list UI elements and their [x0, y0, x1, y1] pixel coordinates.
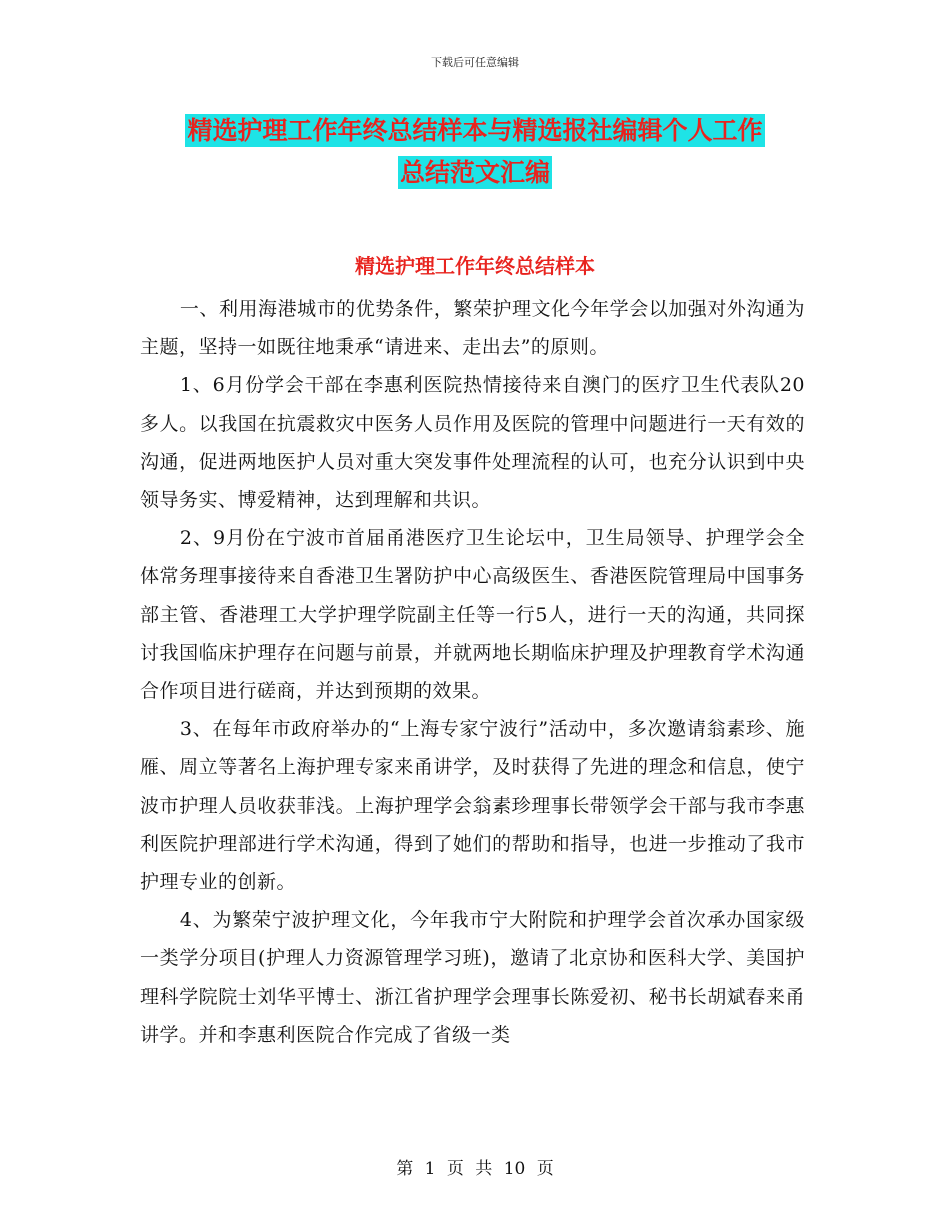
- paragraph-5: 4、为繁荣宁波护理文化，今年我市宁大附院和护理学会首次承办国家级一类学分项目(护理人力资源管理学习班)，邀请了北京协和医科大学、美国护理科学院院士刘华平博士、浙江省护理学会理事长陈爱初、秘书长胡斌春来甬讲学。并和李惠利医院合作完成了省级一类: [140, 909, 805, 1046]
- document-title-line-2: 总结范文汇编: [399, 158, 550, 187]
- paragraph-1: 一、利用海港城市的优势条件，繁荣护理文化今年学会以加强对外沟通为主题，坚持一如既往地秉承“请进来、走出去”的原则。: [140, 298, 805, 359]
- section-title: 精选护理工作年终总结样本: [355, 254, 595, 278]
- header-note: 下载后可任意编辑: [431, 56, 519, 69]
- page-number-footer: 第 1 页 共 10 页: [396, 1159, 554, 1179]
- paragraph-4: 3、在每年市政府举办的“上海专家宁波行”活动中，多次邀请翁素珍、施雁、周立等著名上海护理专家来甬讲学，及时获得了先进的理念和信息，使宁波市护理人员收获菲浅。上海护理学会翁素珍理事长带领学会干部与我市李惠利医院护理部进行学术沟通，得到了她们的帮助和指导，也进一步推动了我市护理专业的创新。: [140, 718, 805, 894]
- document-title-line-1: 精选护理工作年终总结样本与精选报社编辑个人工作: [187, 116, 763, 145]
- document-body: [140, 290, 805, 1054]
- document-title: [140, 110, 810, 194]
- paragraph-2: 1、6月份学会干部在李惠利医院热情接待来自澳门的医疗卫生代表队20多人。以我国在抗震救灾中医务人员作用及医院的管理中问题进行一天有效的沟通，促进两地医护人员对重大突发事件处理流程的认可，也充分认识到中央领导务实、博爱精神，达到理解和共识。: [140, 374, 805, 512]
- paragraph-3: 2、9月份在宁波市首届甬港医疗卫生论坛中，卫生局领导、护理学会全体常务理事接待来自香港卫生署防护中心高级医生、香港医院管理局中国事务部主管、香港理工大学护理学院副主任等一行5人，进行一天的沟通，共同探讨我国临床护理存在问题与前景，并就两地长期临床护理及护理教育学术沟通合作项目进行磋商，并达到预期的效果。: [140, 527, 805, 703]
